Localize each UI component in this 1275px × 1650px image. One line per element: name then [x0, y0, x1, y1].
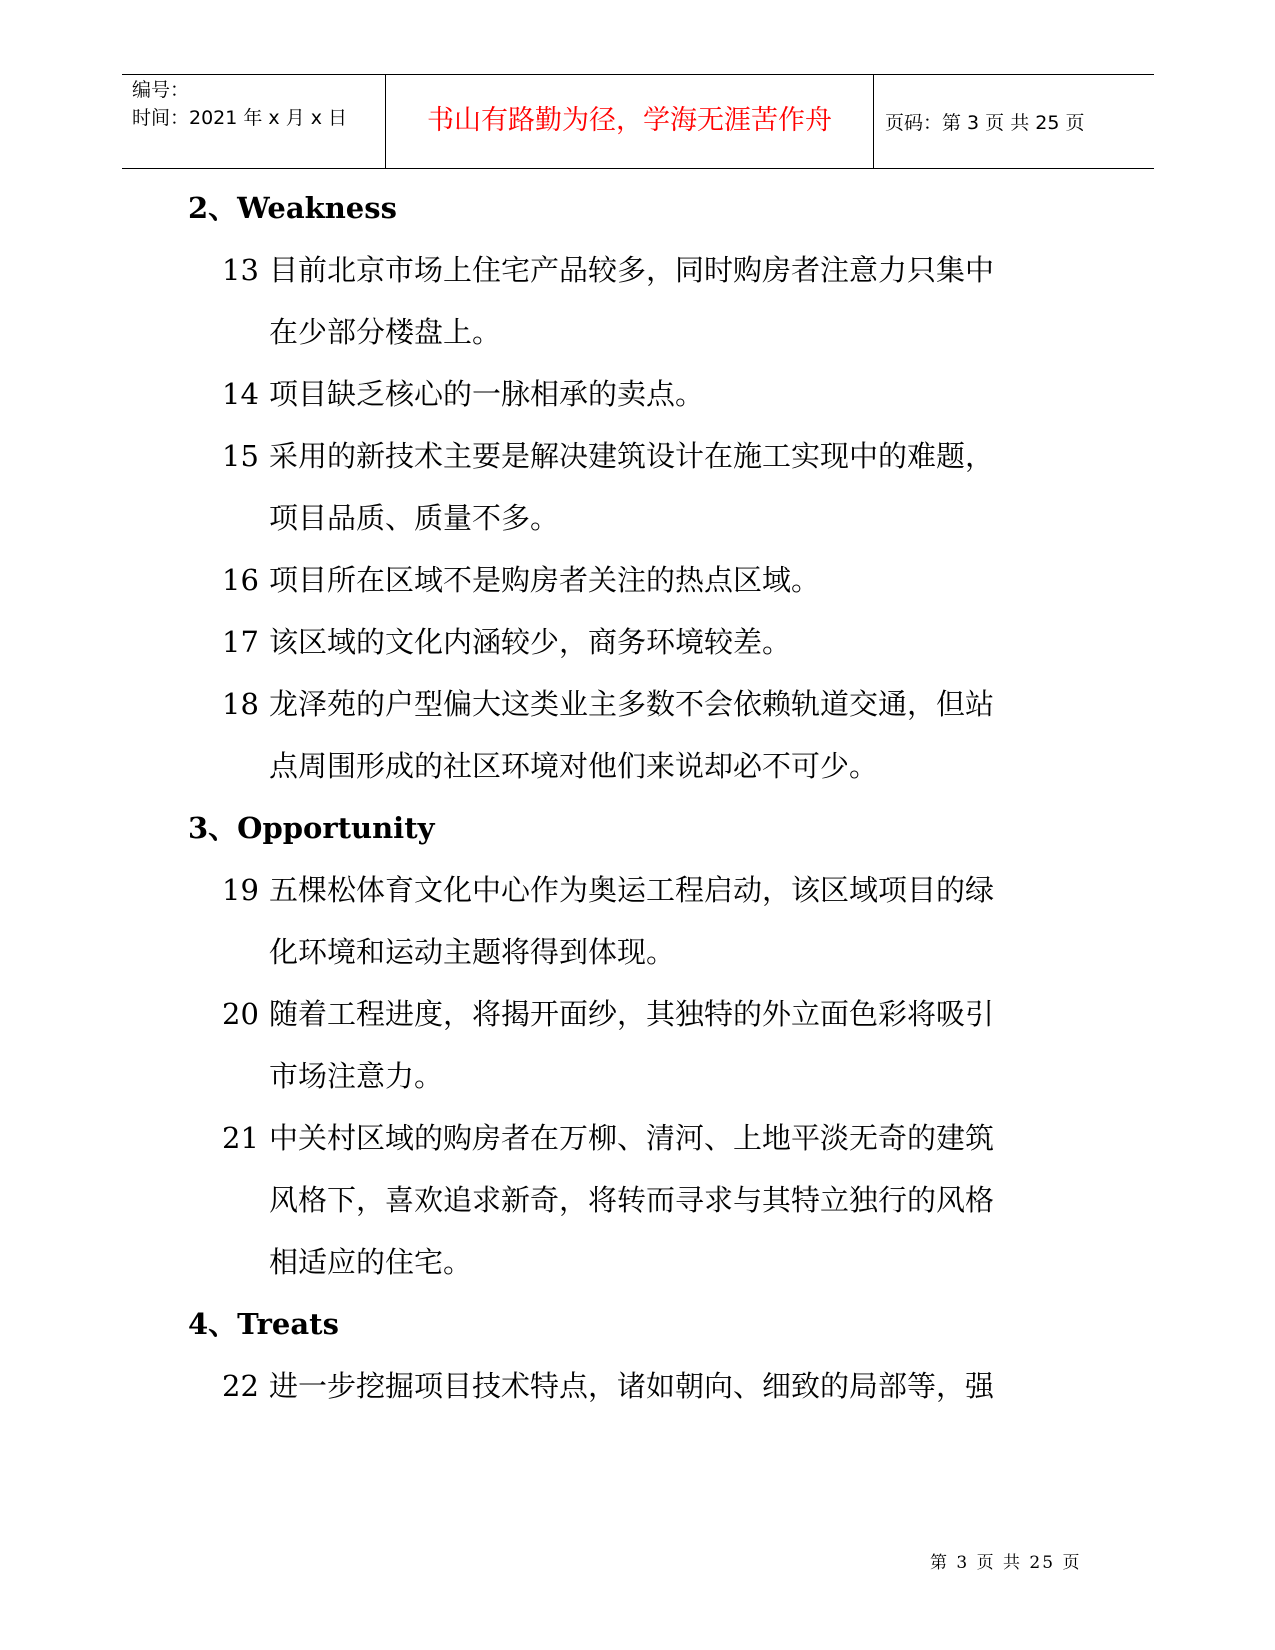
item-text-line: 相适应的住宅。 — [269, 1245, 473, 1279]
header-motto: 书山有路勤为径，学海无涯苦作舟 — [427, 105, 832, 136]
header-page-info: 页码：第 3 页 共 25 页 — [885, 112, 1085, 134]
item-text-line: 五棵松体育文化中心作为奥运工程启动，该区域项目的绿 — [269, 873, 995, 907]
item-text-line: 项目所在区域不是购房者关注的热点区域。 — [269, 563, 821, 597]
item-number: 14 — [222, 377, 259, 411]
item-text-line: 进一步挖掘项目技术特点，诸如朝向、细致的局部等，强 — [269, 1369, 995, 1403]
item-number: 16 — [222, 563, 259, 597]
item-number: 20 — [222, 997, 259, 1031]
item-number: 21 — [222, 1121, 259, 1155]
item-text-line: 随着工程进度，将揭开面纱，其独特的外立面色彩将吸引 — [269, 997, 995, 1031]
section-heading: 4、Treats — [188, 1307, 339, 1341]
item-number: 15 — [222, 439, 259, 473]
page-header — [122, 74, 1154, 169]
item-text-line: 项目品质、质量不多。 — [269, 501, 560, 535]
item-text-line: 点周围形成的社区环境对他们来说却必不可少。 — [269, 749, 879, 783]
item-text-line: 该区域的文化内涵较少，商务环境较差。 — [269, 625, 792, 659]
item-text-line: 市场注意力。 — [269, 1059, 444, 1093]
item-text-line: 中关村区域的购房者在万柳、清河、上地平淡无奇的建筑 — [269, 1121, 995, 1155]
item-text-line: 目前北京市场上住宅产品较多，同时购房者注意力只集中 — [269, 253, 995, 287]
item-text-line: 风格下，喜欢追求新奇，将转而寻求与其特立独行的风格 — [269, 1183, 995, 1217]
item-number: 19 — [222, 873, 259, 907]
section-heading: 2、Weakness — [188, 191, 397, 225]
item-number: 13 — [222, 253, 259, 287]
doc-number-label: 编号： — [132, 79, 190, 101]
item-text-line: 采用的新技术主要是解决建筑设计在施工实现中的难题， — [269, 439, 995, 473]
item-text-line: 龙泽苑的户型偏大这类业主多数不会依赖轨道交通，但站 — [269, 687, 995, 721]
item-text-line: 在少部分楼盘上。 — [269, 315, 502, 349]
item-text-line: 项目缺乏核心的一脉相承的卖点。 — [269, 377, 705, 411]
page-footer: 第 3 页 共 25 页 — [930, 1553, 1082, 1573]
header-motto-cell — [385, 75, 874, 168]
item-number: 18 — [222, 687, 259, 721]
item-number: 22 — [222, 1369, 259, 1403]
header-page-cell — [873, 75, 1154, 168]
section-heading: 3、Opportunity — [188, 811, 435, 845]
header-meta-cell — [122, 75, 385, 168]
item-text-line: 化环境和运动主题将得到体现。 — [269, 935, 676, 969]
item-number: 17 — [222, 625, 259, 659]
time-label: 时间：2021 年 x 月 x 日 — [132, 107, 348, 129]
